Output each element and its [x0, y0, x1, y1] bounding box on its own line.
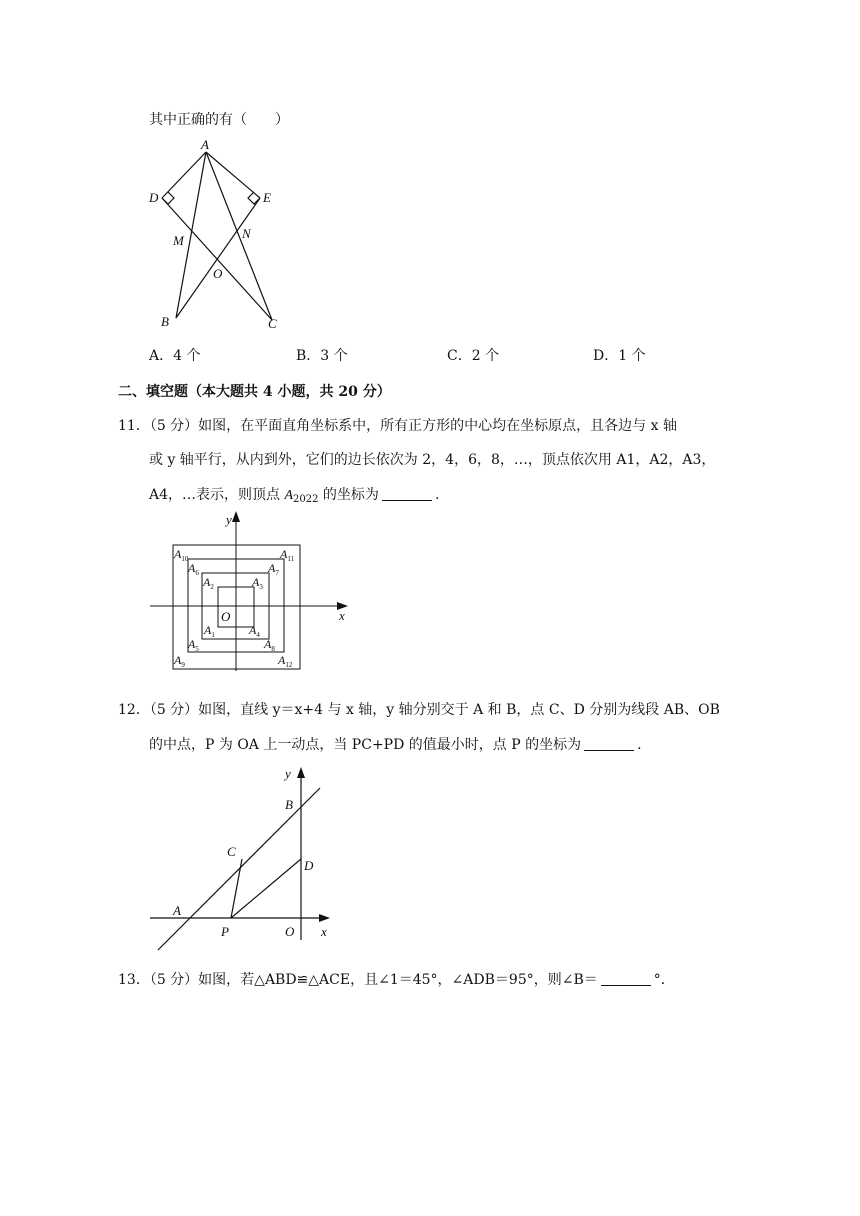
q12-label-d: D: [304, 858, 314, 873]
q12-label-b: B: [285, 797, 293, 812]
q11-line1: 11．（5 分）如图，在平面直角坐标系中，所有正方形的中心均在坐标原点，且各边与 x 轴: [118, 418, 677, 434]
section2-heading: 二、填空题（本大题共 4 小题，共 20 分）: [118, 384, 391, 400]
q10-label-m: M: [173, 233, 184, 248]
q11-vertex-label: $A_7$: [268, 561, 279, 577]
q12-figure: [148, 762, 338, 952]
q12-x-axis-label: x: [321, 924, 327, 939]
q10-option-d[interactable]: D．1 个: [593, 348, 646, 364]
q12-line2: 的中点，P 为 OA 上一动点，当 PC+PD 的值最小时，点 P 的坐标为 .: [149, 737, 642, 753]
q11-vertex-label: $A_{11}$: [280, 547, 295, 563]
q11-vertex-label: $A_3$: [252, 575, 263, 591]
q10-option-a[interactable]: A．4 个: [149, 348, 201, 364]
q11-x-axis-label: x: [339, 608, 345, 623]
q13-line1: 13．（5 分）如图，若△ABD≌△ACE，且∠1＝45°，∠ADB＝95°，则∠B＝ °．: [118, 972, 675, 988]
q10-label-b: B: [161, 314, 169, 329]
q11-y-axis-label: y: [226, 512, 232, 527]
q10-label-d: D: [149, 190, 159, 205]
q12-label-p: P: [221, 924, 229, 939]
q10-option-b[interactable]: B．3 个: [296, 348, 348, 364]
q11-vertex-label: $A_{12}$: [278, 653, 293, 669]
q10-figure: [140, 137, 290, 335]
q11-vertex-label: $A_5$: [188, 637, 199, 653]
q11-vertex-label: $A_4$: [249, 623, 260, 639]
q11-vertex-label: $A_{10}$: [174, 547, 189, 563]
q10-label-a: A: [201, 137, 209, 152]
q11-vertex-label: $A_8$: [264, 637, 275, 653]
q11-vertex-label: $A_1$: [204, 623, 215, 639]
q11-answer-blank[interactable]: [382, 486, 432, 501]
q11-line3: A4，…表示，则顶点 $A_{2022}$ 的坐标为 .: [149, 487, 440, 505]
q11-vertex-label: $A_2$: [203, 575, 214, 591]
q11-vertex-label: $A_6$: [188, 561, 199, 577]
q13-answer-blank[interactable]: [601, 971, 651, 986]
q11-vertex-label: $A_9$: [174, 653, 185, 669]
q12-y-axis-label: y: [285, 766, 291, 781]
q12-line1: 12．（5 分）如图，直线 y＝x+4 与 x 轴，y 轴分别交于 A 和 B，点 C、D 分别为线段 AB、OB: [118, 702, 720, 718]
q12-answer-blank[interactable]: [584, 736, 634, 751]
q10-label-n: N: [242, 226, 251, 241]
q12-label-a: A: [173, 903, 181, 918]
q10-label-e: E: [263, 190, 271, 205]
q10-label-c: C: [268, 316, 277, 331]
q11-figure: [148, 508, 353, 673]
q11-origin-label: O: [221, 609, 231, 624]
q12-label-o: O: [285, 924, 295, 939]
q10-option-c[interactable]: C．2 个: [447, 348, 500, 364]
q10-stem-tail: 其中正确的有（ ）: [149, 112, 289, 128]
q10-label-o: O: [213, 266, 223, 281]
q12-label-c: C: [227, 844, 236, 859]
q11-line2: 或 y 轴平行，从内到外，它们的边长依次为 2，4，6，8，…，顶点依次用 A1，A2，A3，: [149, 452, 716, 468]
